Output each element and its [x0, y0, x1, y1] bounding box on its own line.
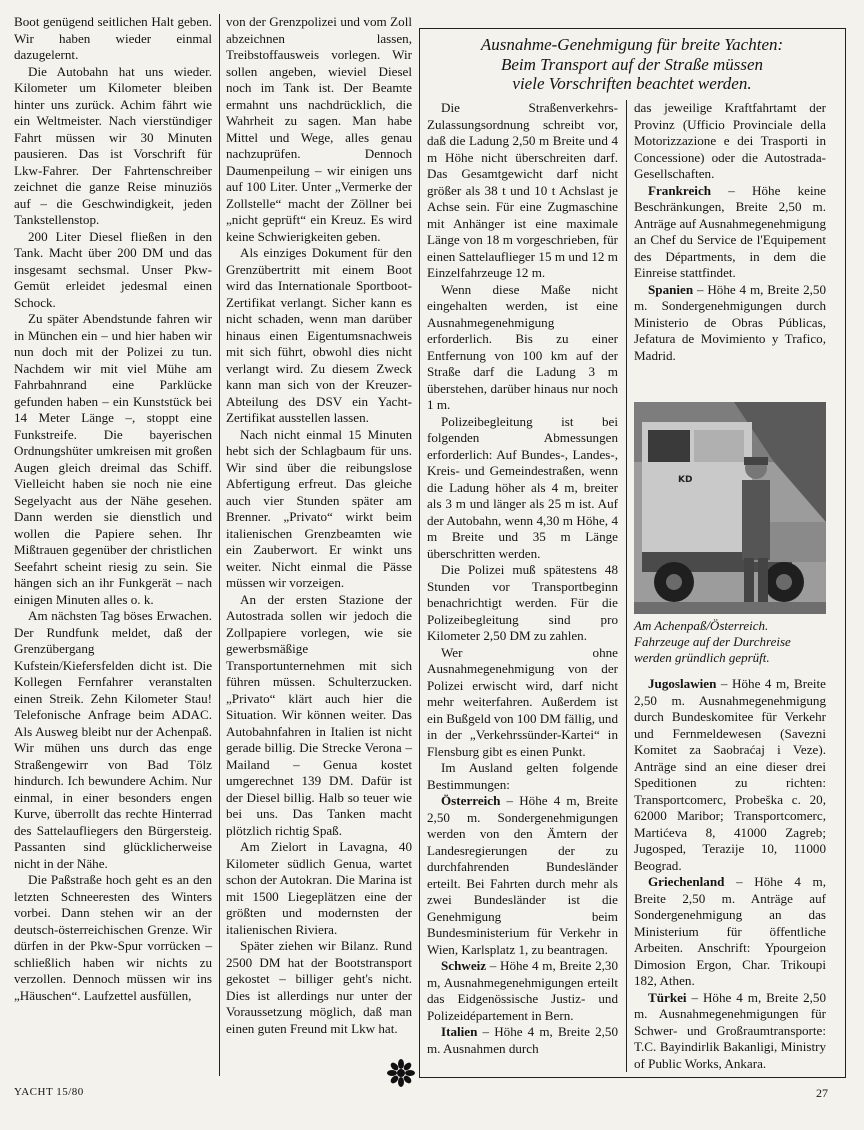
title-line: Beim Transport auf der Straße müssen — [500, 54, 764, 74]
paragraph: von der Grenzpolizei und vom Zoll abzeichnen lassen, Treibstoffausweis vorlegen. Wir sollen angeben, wieviel Diesel noch im Tank ist. Der Beamte ermahnt uns nachdrücklich, die Wahrheit zu sagen. Man habe Mittel und Wege, alles genau nachzuprüfen. Dennoch Daumenpeilung – wir einigen uns auf 100 Liter. Unter „Vermerke der Zollstelle“ macht der Zöllner bei „nicht geprüft“ ein Kreuz. Es wird keine Schwierigkeiten geben. — [226, 14, 412, 244]
country-paragraph — [427, 958, 618, 1024]
paragraph: Boot genügend seitlichen Halt geben. Wir haben wieder einmal dazugelernt. — [14, 14, 212, 62]
country-text: – Höhe 4 m, Breite 2,50 m. Ausnahmen durch — [427, 1024, 618, 1056]
country-name: Jugoslawien — [648, 676, 717, 691]
paragraph: Am Zielort in Lavagna, 40 Kilometer südlich Genua, wartet schon der Autokran. Die Marina ist mit 1500 Liegeplätzen eine der größten und modernsten der italienischen Riviera. — [226, 839, 412, 937]
country-text: – Höhe 4 m, Breite 2,30 m, Ausnahmegenehmigungen erteilt das Eidgenössische Justiz- und Polizeidépartement in Bern. — [427, 958, 618, 1023]
paragraph: An der ersten Stazione der Autostrada sollen wir jedoch die Zollpapiere vorlegen, wie sie gewerbsmäßige Transportunternehmen mit sich führen müssen. Schulterzucken. „Privato“ klärt auch hier die Situation. Wir können weiter. Das Autobahnfahren in Italien ist nicht gerade billig. Die Strecke Verona – Mailand – Genua kostet umgerechnet 139 DM. Dafür ist der Diesel billig. Halb so teuer wie bei uns. Das Tanken macht plötzlich richtig Spaß. — [226, 591, 412, 838]
paragraph: Als einziges Dokument für den Grenzübertritt mit einem Boot wird das Internationale Sportboot-Zertifikat verlangt. Sicher kann es nicht schaden, wenn man darüber hinaus einen Eigentumsnachweis mit sich führt, obwohl dies nicht verlangt wird. Zu diesem Zweck kann man sich von der Kreuzer-Abteilung des DSV ein Yacht-Zertifikat ausstellen lassen. — [226, 245, 412, 425]
end-mark-logo — [386, 1058, 416, 1088]
truck-checkpoint-image — [634, 402, 826, 614]
country-name: Türkei — [648, 989, 687, 1005]
country-paragraph — [634, 282, 826, 365]
page-number: 27 — [816, 1086, 828, 1100]
country-paragraph — [634, 676, 826, 874]
country-name: Frankreich — [648, 182, 712, 198]
column-divider — [219, 14, 220, 1076]
paragraph: Die Paßstraße hoch geht es an den letzten Schneeresten des Winters vorbei. Dann stehen wir an der deutsch-österreichischen Grenze. Wir dürfen in der Pkw-Spur vorrücken – schließlich haben wir nichts zu verzollen. Dennoch müssen wir ins „Häuschen“. Laufzettel ausfüllen, — [14, 872, 212, 1003]
country-text: – Höhe 4 m, Breite 2,50 m. Anträge auf Sondergenehmigung an das Ministerium für öffentliche Arbeiten. Anschrift: Ypourgeion Dimosion Ergon, Char. Trikoupi 182, Athen. — [634, 874, 826, 988]
country-paragraph — [634, 183, 826, 282]
paragraph: Wenn diese Maße nicht eingehalten werden, ist eine Ausnahmegenehmigung erforderlich. Bis zu einer Entfernung von 100 km auf der Straße darf die Ladung 3 m überstehen, darüber hinaus nur noch 1 m. — [427, 281, 618, 412]
customs-photo — [634, 402, 826, 614]
country-name: Schweiz — [441, 958, 487, 973]
country-paragraph — [427, 1024, 618, 1057]
paragraph: Die Autobahn hat uns wieder. Kilometer um Kilometer bleiben hinter uns zurück. Achim fährt wie ein Weltmeister. Nach vierstündiger Fahrt müssen wir 30 Minuten pausieren. Das ist Vorschrift für Lkw-Fahrer. Der Fahrtenschreiber zeichnet die ganze Reise minuziös auf – die Geschwindigkeit, jeden Tankstellenstop. — [14, 63, 212, 227]
photo-caption: Am Achenpaß/Österreich. Fahrzeuge auf der Durchreise werden gründlich geprüft. — [634, 618, 791, 665]
paragraph: Polizeibegleitung ist bei folgenden Abmessungen erforderlich: Auf Bundes-, Landes-, Kreis- und Gemeindestraßen, wenn die Ladung höher als 4 m, breiter als 3 m und länger als 25 m ist. Auf der Autobahn, wenn 4,30 m Höhe, 4 m Breite und 35 m Länge überschritten werden. — [427, 413, 618, 561]
country-name: Italien — [441, 1024, 478, 1039]
country-name: Spanien — [648, 281, 694, 297]
paragraph: Zu später Abendstunde fahren wir in München ein – und hier haben wir nun doch mit der Polizei zu tun. Nachdem wir mit viel Mühe am Fahrbahnrand eine Parklücke gefunden haben – ein Kunststück bei 14 Meter Länge –, stoppt eine Funkstreife. Die bayerischen Ordnungshüter umkreisen mit großen Augen gleich dreimal das Schiff. Vielleicht haben sie noch nie eine Segelyacht aus der Nähe gesehen. Dann werden sie dienstlich und wollen die Papiere sehen. Ihr Mißtrauen gegenüber der christlichen Seefahrt scheint riesig zu sein. Sie hängen sich an ihr Funkgerät – nach einigen Minuten alles o. k. — [14, 311, 212, 607]
paragraph: Im Ausland gelten folgende Bestimmungen: — [427, 760, 618, 792]
paragraph: Später ziehen wir Bilanz. Rund 2500 DM hat der Bootstransport gekostet – billiger geht's nicht. Dies ist allerdings nur unter der Voraussetzung möglich, daß man einen guten Freund mit Lkw hat. — [226, 938, 412, 1036]
country-name: Österreich — [441, 793, 501, 808]
truck-logo-text: KD — [678, 475, 693, 485]
paragraph: Am nächsten Tag böses Erwachen. Der Rundfunk meldet, daß der Grenzübergang Kufstein/Kiefersfelden dicht ist. Die Kollegen Fernfahrer veranstalten einen Streik. Zehn Kilometer Stau! Telefonische Anfrage beim ADAC. Als Ausweg bleibt nur der Achenpaß. Wir mühen uns durch das enge Straßengewirr von Bad Tölz hindurch. Ich bewundere Achim. Nur einmal, in einer besonders engen Kurve, überrollt das rechte Hinterrad des Sattelaufliegers den Bürgersteig. Passanten sind glücklicherweise nicht in der Nähe. — [14, 608, 212, 871]
box-column-divider — [626, 100, 627, 1072]
info-box-title — [424, 35, 840, 94]
paragraph: das jeweilige Kraftfahrtamt der Provinz (Ufficio Provinciale della Motorizzazione e dei Trasporti in Concessione) oder die Autostrada-Gesellschaften. — [634, 100, 826, 181]
article-column-1 — [14, 14, 212, 1004]
paragraph: 200 Liter Diesel fließen in den Tank. Macht über 200 DM und das insgesamt sechsmal. Unser Pkw-Gemüt erleidet jedesmal einen Schock. — [14, 228, 212, 310]
article-column-2 — [226, 14, 412, 1037]
country-text: – Höhe 4 m, Breite 2,50 m. Sondergenehmigungen durch Ministerio de Obras Públicas, Jefatura de Movimiento y Trafico, Madrid. — [634, 281, 826, 363]
paragraph: Wer ohne Ausnahmegenehmigung von der Polizei erwischt wird, darf nicht mehr weiterfahren. Außerdem ist ein Bußgeld von 100 DM fällig, und in der „Verkehrssünder-Kartei“ in Flensburg gibt es einen Punkt. — [427, 644, 618, 759]
magazine-issue: YACHT 15/80 — [14, 1086, 84, 1098]
info-column-4 — [634, 100, 826, 364]
country-paragraph — [634, 874, 826, 990]
country-paragraph — [427, 793, 618, 958]
country-text: – Höhe keine Beschränkungen, Breite 2,50 m. Anträge auf Ausnahmegenehmigung an Chef du Service de l'Equipement des Départments, in dem die Einreise stattfindet. — [634, 182, 826, 280]
info-column-4-bottom — [634, 676, 826, 1072]
country-text: – Höhe 4 m, Breite 2,50 m. Ausnahmegenehmigungen für Schwer- und Großraumtransporte: T.C. Bayindirlik Bakanligi, Ministry of Public Works, Ankara. — [634, 989, 826, 1071]
title-line: Ausnahme-Genehmigung für breite Yachten: — [480, 35, 784, 54]
info-column-3 — [427, 100, 618, 1057]
country-text: – Höhe 4 m, Breite 2,50 m. Sondergenehmigungen werden von den Ämtern der Landesregierungen der zu durchfahrenden Bundesländer erteilt. Bei Fahrten durch mehr als zwei Bundesländer ist die Genehmigung beim Bundesministerium für Verkehr in Wien, Karlsplatz 1, zu beantragen. — [427, 793, 618, 957]
country-name: Griechenland — [648, 874, 725, 889]
country-text: – Höhe 4 m, Breite 2,50 m. Ausnahmegenehmigung durch Bundeskomitee für Verkehr und Fernmeldewesen (Savezni Komitet za Saobraćaj i Veze). Anträge sind an eine dieser drei Speditionen zu richten: Transportcomerc, Probeška c. 20, 62000 Maribor; Transportcomerc, Martićeva 8, 41000 Zagreb; Jugosped, Terazije 10, 11000 Beograd. — [634, 676, 826, 873]
paragraph: Nach nicht einmal 15 Minuten hebt sich der Schlagbaum für uns. Wir sind über die reibungslose Abfertigung erfreut. Das gleiche auch vier Stunden später am Brenner. „Privato“ wirkt beim italienischen Grenzbeamten wie ein Zauberwort. Er winkt uns weiter. Nicht einmal die Pässe müssen wir vorzeigen. — [226, 426, 412, 590]
paragraph: Die Polizei muß spätestens 48 Stunden vor Transportbeginn benachrichtigt werden. Für die Polizeibegleitung sind pro Kilometer 2,50 DM zu zahlen. — [427, 562, 618, 643]
paragraph: Die Straßenverkehrs-Zulassungsordnung schreibt vor, daß die Ladung 2,50 m Breite und 4 m Höhe nicht überschreiten darf. Das Gesamtgewicht darf nicht größer als 38 t und 10 t Achslast je Achse sein. Für eine Zugmaschine mit Anhänger ist eine maximale Länge von 18 m vorgeschrieben, für einen Sattelauflieger 15 m und 12 m Einzelfahrzeuge 12 m. — [427, 100, 618, 280]
country-paragraph — [634, 990, 826, 1073]
title-line: viele Vorschriften beachtet werden. — [512, 74, 752, 93]
